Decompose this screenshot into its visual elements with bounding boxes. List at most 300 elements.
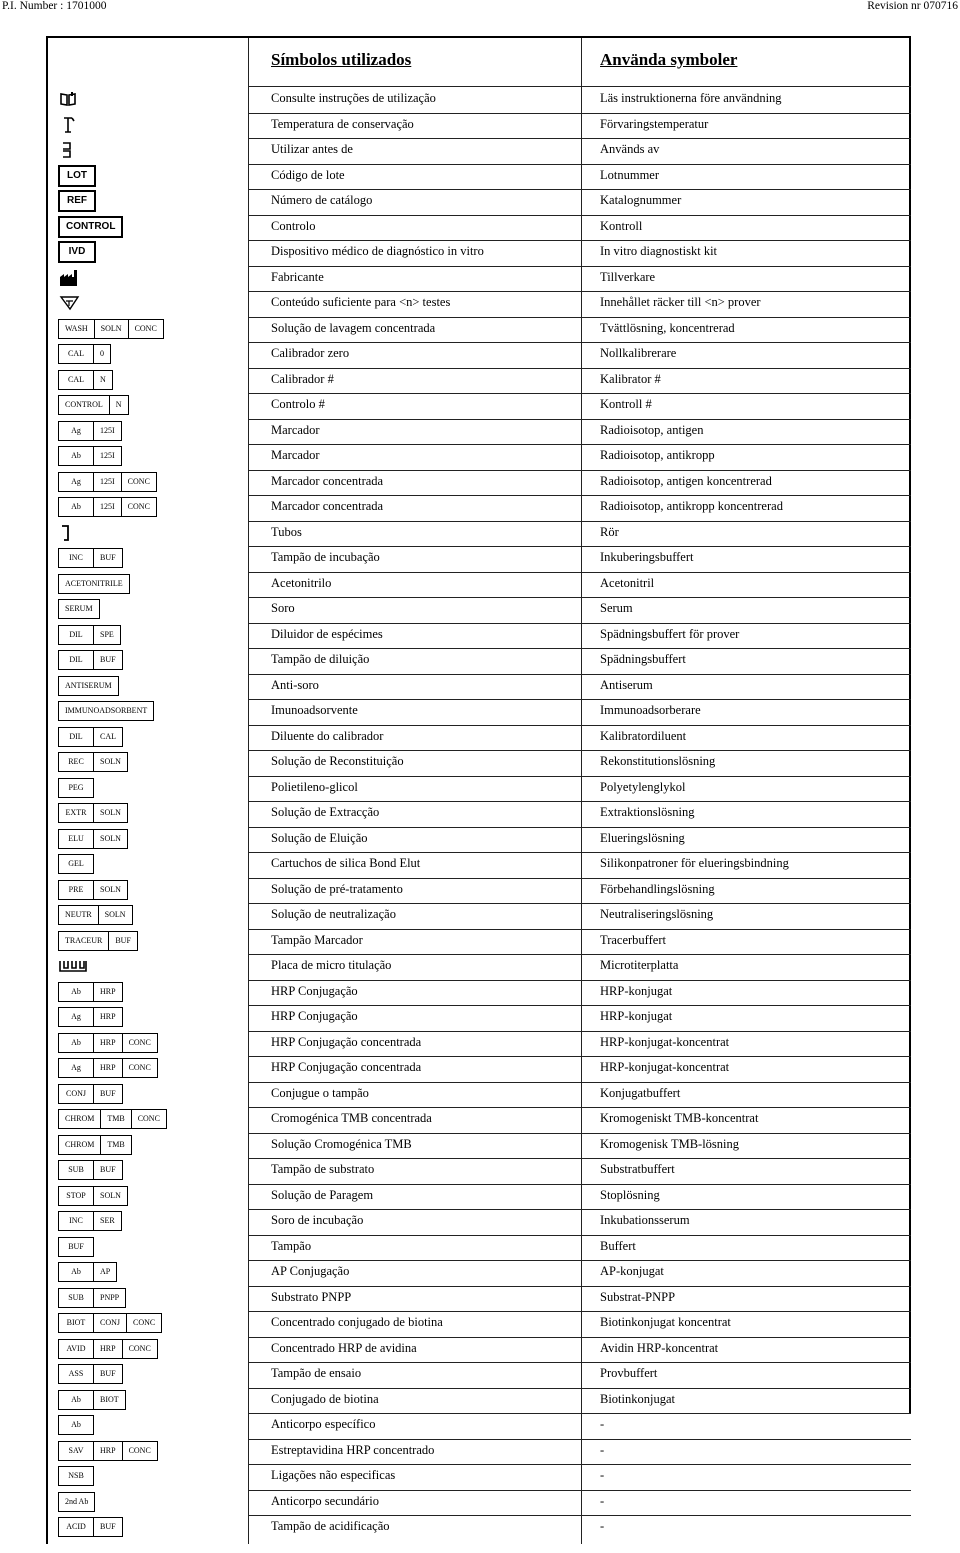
swedish-description: Radioisotop, antikropp koncentrerad bbox=[600, 499, 783, 513]
table-row bbox=[0, 240, 960, 265]
symbol-label-part: HRP bbox=[94, 1034, 123, 1052]
table-row bbox=[0, 1235, 960, 1260]
swedish-description: Tracerbuffert bbox=[600, 932, 666, 947]
symbol-label-part: CONC bbox=[134, 323, 157, 333]
symbol-label-part: 0 bbox=[100, 349, 104, 358]
symbol-label-part: CONJ bbox=[94, 1314, 127, 1332]
symbol-cell bbox=[58, 1084, 123, 1104]
symbol-label-part: 2nd Ab bbox=[65, 1496, 89, 1506]
portuguese-description: Tampão de incubação bbox=[271, 550, 380, 564]
symbol-cell bbox=[58, 242, 96, 262]
symbol-cell bbox=[58, 1517, 123, 1537]
portuguese-description: Estreptavidina HRP concentrado bbox=[271, 1442, 435, 1457]
symbol-label-box bbox=[58, 1084, 123, 1104]
symbol-cell bbox=[58, 676, 119, 696]
symbol-label-part: SUB bbox=[59, 1161, 94, 1179]
swedish-description: Inkubationsserum bbox=[600, 1213, 690, 1227]
symbol-label-part: 125I bbox=[100, 425, 115, 435]
symbol-label-box bbox=[58, 1186, 128, 1206]
portuguese-description: HRP Conjugação bbox=[271, 1009, 358, 1023]
swedish-description: Spädningsbuffert bbox=[600, 652, 686, 666]
symbol-label-part: CONTROL bbox=[66, 220, 116, 232]
symbol-label-part: ASS bbox=[59, 1365, 94, 1383]
factory-icon bbox=[58, 269, 80, 287]
symbol-label-part: HRP bbox=[100, 986, 116, 996]
symbol-label-part: Ag bbox=[59, 473, 94, 491]
table-row bbox=[0, 291, 960, 316]
symbol-label-part: CONC bbox=[127, 502, 150, 511]
symbol-label-part: BUF bbox=[68, 1241, 84, 1251]
table-row bbox=[0, 725, 960, 750]
table-row bbox=[0, 266, 960, 291]
portuguese-description: Tubos bbox=[271, 524, 302, 539]
symbol-label-part: SOLN bbox=[104, 910, 126, 919]
table-row bbox=[0, 1388, 960, 1413]
portuguese-description: Anticorpo secundário bbox=[271, 1493, 379, 1508]
symbol-label-part: TMB bbox=[101, 1110, 131, 1128]
symbol-label-part: ACETONITRILE bbox=[65, 578, 123, 588]
portuguese-description: Soro bbox=[271, 601, 295, 615]
symbol-label-box bbox=[58, 1415, 94, 1435]
table-row bbox=[0, 674, 960, 699]
swedish-description: Används av bbox=[600, 142, 660, 156]
symbol-label-part: Ab bbox=[59, 1263, 94, 1281]
symbol-label-part: N bbox=[115, 400, 122, 409]
table-row bbox=[0, 393, 960, 418]
portuguese-description: Tampão de ensaio bbox=[271, 1366, 362, 1380]
symbol-cell bbox=[58, 395, 129, 415]
symbol-label-box bbox=[58, 1517, 123, 1537]
table-row bbox=[0, 1337, 960, 1362]
portuguese-description: Diluente do calibrador bbox=[271, 728, 384, 743]
symbol-label-part: REC bbox=[59, 753, 94, 771]
symbol-label-part: TMB bbox=[107, 1139, 125, 1149]
symbol-label-part: Ab bbox=[59, 447, 94, 465]
symbol-label-box bbox=[58, 472, 157, 492]
symbol-label-part: BUF bbox=[100, 1369, 116, 1378]
table-row bbox=[0, 801, 960, 826]
portuguese-description: AP Conjugação bbox=[271, 1264, 350, 1278]
sigma-icon bbox=[58, 294, 82, 312]
symbol-cell bbox=[58, 268, 80, 288]
symbol-cell bbox=[58, 140, 78, 160]
symbol-label-box bbox=[58, 421, 122, 441]
symbol-cell bbox=[58, 956, 88, 976]
symbol-label-box bbox=[58, 829, 128, 849]
symbol-label-part: LOT bbox=[67, 169, 87, 181]
swedish-description: Provbuffert bbox=[600, 1366, 658, 1380]
symbol-label-part: WASH bbox=[59, 320, 95, 338]
swedish-description: Neutraliseringslösning bbox=[600, 907, 714, 921]
portuguese-description: Acetonitrilo bbox=[271, 575, 332, 590]
symbol-label-part: BUF bbox=[100, 553, 116, 562]
symbol-label-part: CAL bbox=[100, 731, 116, 741]
swedish-description: Innehållet räcker till <n> prover bbox=[600, 295, 761, 309]
symbol-label-box bbox=[58, 727, 123, 747]
portuguese-description: Marcador bbox=[271, 448, 320, 462]
portuguese-description: Diluidor de espécimes bbox=[271, 626, 383, 641]
symbol-cell bbox=[58, 1313, 162, 1333]
symbol-label-part: Ab bbox=[59, 1034, 94, 1052]
portuguese-description: Substrato PNPP bbox=[271, 1289, 352, 1304]
symbol-label-part: SOLN bbox=[95, 320, 129, 338]
symbol-cell bbox=[58, 370, 113, 390]
swedish-description: Radioisotop, antigen koncentrerad bbox=[600, 473, 772, 488]
symbol-label-box bbox=[58, 854, 94, 874]
table-row bbox=[0, 1005, 960, 1030]
swedish-description: In vitro diagnostiskt kit bbox=[600, 244, 718, 258]
portuguese-description: Solução Cromogénica TMB bbox=[271, 1136, 412, 1151]
symbol-label-part: BUF bbox=[100, 1522, 116, 1531]
symbol-label-part: ACID bbox=[59, 1518, 94, 1536]
symbol-label-box bbox=[58, 1033, 158, 1053]
symbol-label-part: SOLN bbox=[100, 884, 121, 894]
portuguese-description: Número de catálogo bbox=[271, 193, 373, 207]
symbol-label-box bbox=[58, 650, 123, 670]
symbol-label-part: CONC bbox=[137, 1114, 160, 1123]
table-row bbox=[0, 648, 960, 673]
table-row bbox=[0, 1133, 960, 1158]
symbol-label-part: Ab bbox=[59, 498, 94, 516]
symbol-label-part: DIL bbox=[59, 728, 94, 746]
symbol-label-box bbox=[58, 1109, 167, 1129]
swedish-description: - bbox=[600, 1493, 605, 1508]
swedish-description: Tillverkare bbox=[600, 269, 656, 284]
table-row bbox=[0, 189, 960, 214]
symbol-label-part: AP bbox=[100, 1267, 111, 1276]
symbol-label-part: DIL bbox=[59, 626, 94, 644]
table-row bbox=[0, 1515, 960, 1540]
portuguese-description: Conjugado de biotina bbox=[271, 1391, 379, 1406]
table-row bbox=[0, 1082, 960, 1107]
symbol-label-box bbox=[58, 1390, 126, 1410]
portuguese-description: Solução de Eluição bbox=[271, 830, 368, 845]
portuguese-description: Temperatura de conservação bbox=[271, 116, 414, 131]
portuguese-description: Imunoadsorvente bbox=[271, 703, 358, 717]
portuguese-description: Calibrador zero bbox=[271, 346, 350, 360]
symbol-label-box bbox=[58, 931, 138, 951]
symbol-cell bbox=[58, 319, 164, 339]
symbol-cell bbox=[58, 1237, 94, 1257]
symbol-cell bbox=[58, 701, 154, 721]
table-row bbox=[0, 419, 960, 444]
table-row bbox=[0, 1311, 960, 1336]
symbol-label-part: INC bbox=[59, 549, 94, 567]
table-row bbox=[0, 1413, 960, 1438]
symbol-label-box bbox=[58, 1288, 126, 1308]
symbol-cell bbox=[58, 599, 100, 619]
symbol-label-part: CONC bbox=[127, 476, 150, 486]
table-row bbox=[0, 521, 960, 546]
symbol-label-box bbox=[58, 548, 123, 568]
symbol-label-box bbox=[58, 1160, 123, 1180]
hourglass-icon bbox=[58, 140, 78, 160]
symbol-label-part: CONTROL bbox=[59, 396, 110, 414]
symbol-label-box bbox=[58, 497, 157, 517]
portuguese-description: Cromogénica TMB concentrada bbox=[271, 1111, 432, 1125]
swedish-description: Serum bbox=[600, 601, 633, 615]
symbol-label-box bbox=[58, 190, 96, 212]
table-row bbox=[0, 929, 960, 954]
table-row bbox=[0, 1490, 960, 1515]
symbol-label-part: INC bbox=[59, 1212, 94, 1230]
symbol-cell bbox=[58, 1339, 158, 1359]
symbol-label-box bbox=[58, 1211, 122, 1231]
symbol-label-part: CONC bbox=[128, 1445, 151, 1455]
table-row bbox=[0, 572, 960, 597]
table-row bbox=[0, 903, 960, 928]
symbol-label-part: CAL bbox=[59, 371, 94, 389]
symbol-cell bbox=[58, 293, 82, 313]
swedish-description: Avidin HRP-koncentrat bbox=[600, 1340, 719, 1355]
swedish-description: - bbox=[600, 1442, 605, 1457]
portuguese-description: Solução de pré-tratamento bbox=[271, 881, 403, 896]
symbol-label-part: SERUM bbox=[65, 604, 93, 613]
symbol-cell bbox=[58, 727, 123, 747]
table-row bbox=[0, 852, 960, 877]
symbol-label-part: ANTISERUM bbox=[65, 680, 112, 690]
symbol-label-box bbox=[58, 752, 128, 772]
table-row bbox=[0, 1362, 960, 1387]
symbol-label-part: REF bbox=[67, 195, 87, 206]
symbol-label-box bbox=[58, 370, 113, 390]
table-row bbox=[0, 1260, 960, 1285]
table-row bbox=[0, 317, 960, 342]
column-title-swedish: Använda symboler bbox=[600, 50, 738, 69]
symbol-label-box bbox=[58, 241, 96, 263]
portuguese-description: HRP Conjugação concentrada bbox=[271, 1034, 422, 1049]
symbol-label-part: SOLN bbox=[100, 1190, 121, 1200]
symbol-cell bbox=[58, 1211, 122, 1231]
symbol-cell bbox=[58, 1390, 126, 1410]
swedish-description: Konjugatbuffert bbox=[600, 1085, 681, 1100]
table-row bbox=[0, 954, 960, 979]
portuguese-description: Dispositivo médico de diagnóstico in vitro bbox=[271, 244, 484, 258]
symbol-label-box bbox=[58, 1237, 94, 1257]
symbol-label-part: SOLN bbox=[100, 808, 121, 817]
symbol-label-part: AVID bbox=[59, 1340, 94, 1358]
table-row bbox=[0, 750, 960, 775]
swedish-description: Kalibratordiluent bbox=[600, 728, 687, 743]
symbol-label-part: Ag bbox=[59, 422, 94, 440]
table-row bbox=[0, 1286, 960, 1311]
symbol-cell bbox=[58, 982, 123, 1002]
table-row bbox=[0, 215, 960, 240]
symbol-cell bbox=[58, 1109, 167, 1129]
symbol-label-box bbox=[58, 395, 129, 415]
symbol-label-box bbox=[58, 625, 121, 645]
table-row bbox=[0, 444, 960, 469]
symbol-label-part: HRP bbox=[100, 1012, 116, 1021]
symbol-cell bbox=[58, 1007, 123, 1027]
symbol-label-part: Ag bbox=[59, 1059, 94, 1077]
swedish-description: Kontroll bbox=[600, 218, 643, 233]
symbol-cell bbox=[58, 880, 128, 900]
symbol-label-part: NSB bbox=[68, 1471, 84, 1480]
swedish-description: Förbehandlingslösning bbox=[600, 881, 715, 896]
portuguese-description: HRP Conjugação concentrada bbox=[271, 1060, 422, 1074]
symbol-label-part: PRE bbox=[59, 881, 94, 899]
table-row bbox=[0, 342, 960, 367]
symbol-label-part: SOLN bbox=[100, 757, 121, 766]
symbol-label-box bbox=[58, 574, 130, 594]
microplate-icon bbox=[58, 958, 88, 974]
symbol-cell bbox=[58, 1288, 126, 1308]
portuguese-description: Solução de Extracção bbox=[271, 805, 380, 819]
symbol-label-box bbox=[58, 803, 128, 823]
symbol-cell bbox=[58, 1160, 123, 1180]
swedish-description: Extraktionslösning bbox=[600, 805, 695, 819]
portuguese-description: Concentrado HRP de avidina bbox=[271, 1340, 417, 1355]
swedish-description: Kontroll # bbox=[600, 397, 652, 411]
swedish-description: Stoplösning bbox=[600, 1187, 660, 1202]
symbol-cell bbox=[58, 89, 78, 109]
symbol-label-box bbox=[58, 1262, 117, 1282]
swedish-description: Biotinkonjugat bbox=[600, 1391, 675, 1406]
swedish-description: Buffert bbox=[600, 1238, 636, 1253]
portuguese-description: Conjugue o tampão bbox=[271, 1085, 369, 1100]
table-row bbox=[0, 827, 960, 852]
table-row bbox=[0, 699, 960, 724]
symbol-cell bbox=[58, 829, 128, 849]
symbol-cell bbox=[58, 1186, 128, 1206]
symbol-cell bbox=[58, 1415, 94, 1435]
symbol-label-box bbox=[58, 1466, 94, 1486]
portuguese-description: Polietileno-glicol bbox=[271, 779, 358, 794]
symbol-label-part: TRACEUR bbox=[59, 932, 109, 950]
symbol-label-box bbox=[58, 1492, 95, 1512]
symbol-label-part: HRP bbox=[94, 1442, 123, 1460]
swedish-description: Förvaringstemperatur bbox=[600, 116, 709, 131]
symbol-label-part: CONJ bbox=[59, 1085, 94, 1103]
symbol-label-box bbox=[58, 1364, 123, 1384]
portuguese-description: Tampão de acidificação bbox=[271, 1519, 390, 1533]
table-row bbox=[0, 368, 960, 393]
symbol-cell bbox=[58, 1058, 158, 1078]
swedish-description: Rör bbox=[600, 524, 619, 539]
portuguese-description: HRP Conjugação bbox=[271, 983, 358, 998]
portuguese-description: Ligações não especificas bbox=[271, 1468, 396, 1482]
column-title-portuguese: Símbolos utilizados bbox=[271, 50, 412, 69]
symbol-label-part: GEL bbox=[68, 859, 84, 868]
symbol-cell bbox=[58, 931, 138, 951]
symbol-label-box bbox=[58, 1135, 132, 1155]
portuguese-description: Solução de Reconstituição bbox=[271, 754, 404, 768]
pi-number: P.I. Number : 1701000 bbox=[2, 0, 107, 12]
portuguese-description: Placa de micro titulação bbox=[271, 958, 392, 972]
portuguese-description: Utilizar antes de bbox=[271, 142, 353, 156]
swedish-description: HRP-konjugat-koncentrat bbox=[600, 1034, 730, 1049]
table-row bbox=[0, 597, 960, 622]
symbol-label-box bbox=[58, 701, 154, 721]
portuguese-description: Tampão de substrato bbox=[271, 1162, 375, 1176]
table-row bbox=[0, 1464, 960, 1489]
swedish-description: Kalibrator # bbox=[600, 371, 661, 386]
symbol-label-part: Ab bbox=[71, 1420, 81, 1429]
symbol-cell bbox=[58, 1492, 95, 1512]
symbol-label-part: SPE bbox=[100, 629, 114, 639]
swedish-description: Radioisotop, antigen bbox=[600, 422, 704, 437]
symbol-cell bbox=[58, 497, 157, 517]
swedish-description: Rekonstitutionslösning bbox=[600, 754, 716, 768]
symbol-cell bbox=[58, 446, 122, 466]
symbol-cell bbox=[58, 1466, 94, 1486]
symbol-label-part: 125I bbox=[94, 498, 122, 516]
portuguese-description: Tampão de diluição bbox=[271, 652, 370, 666]
symbol-cell bbox=[58, 217, 123, 237]
table-row bbox=[0, 776, 960, 801]
table-row bbox=[0, 495, 960, 520]
portuguese-description: Conteúdo suficiente para <n> testes bbox=[271, 295, 451, 309]
symbol-cell bbox=[58, 191, 96, 211]
symbol-cell bbox=[58, 548, 123, 568]
symbol-label-box bbox=[58, 880, 128, 900]
symbol-cell bbox=[58, 778, 94, 798]
symbol-label-part: HRP bbox=[94, 1340, 123, 1358]
symbol-label-part: PEG bbox=[68, 782, 84, 792]
swedish-description: Immunoadsorberare bbox=[600, 703, 701, 717]
swedish-description: HRP-konjugat bbox=[600, 1009, 673, 1023]
symbol-label-part: SUB bbox=[59, 1289, 94, 1307]
symbol-label-part: HRP bbox=[94, 1059, 123, 1077]
table-row bbox=[0, 87, 960, 112]
symbol-label-box bbox=[58, 446, 122, 466]
symbol-label-part: IVD bbox=[68, 246, 86, 257]
swedish-description: - bbox=[600, 1468, 605, 1482]
portuguese-description: Código de lote bbox=[271, 167, 345, 182]
table-row bbox=[0, 1107, 960, 1132]
swedish-description: - bbox=[600, 1519, 605, 1533]
symbol-cell bbox=[58, 1135, 132, 1155]
table-row bbox=[0, 470, 960, 495]
swedish-description: Biotinkonjugat koncentrat bbox=[600, 1315, 731, 1329]
symbol-label-part: CONC bbox=[133, 1318, 156, 1327]
portuguese-description: Tampão bbox=[271, 1238, 312, 1253]
revision-number: Revision nr 070716 bbox=[867, 0, 958, 12]
swedish-description: Kromogeniskt TMB-koncentrat bbox=[600, 1111, 759, 1125]
symbol-cell bbox=[58, 1033, 158, 1053]
symbol-label-part: PNPP bbox=[100, 1292, 120, 1302]
symbol-cell bbox=[58, 166, 96, 186]
symbol-cell bbox=[58, 1441, 158, 1461]
portuguese-description: Anti-soro bbox=[271, 677, 319, 692]
portuguese-description: Solução de Paragem bbox=[271, 1187, 374, 1202]
symbol-cell bbox=[58, 523, 78, 543]
thermometer-icon bbox=[58, 115, 78, 135]
symbol-cell bbox=[58, 1262, 117, 1282]
symbol-label-part: BUF bbox=[100, 1088, 116, 1098]
table-row bbox=[0, 546, 960, 571]
table-row bbox=[0, 113, 960, 138]
symbol-label-part: BIOT bbox=[100, 1394, 119, 1404]
symbol-label-part: BUF bbox=[100, 655, 116, 664]
portuguese-description: Controlo bbox=[271, 218, 316, 233]
swedish-description: - bbox=[600, 1417, 605, 1431]
symbol-label-box bbox=[58, 676, 119, 696]
symbol-label-box bbox=[58, 344, 111, 364]
symbol-label-box bbox=[58, 1441, 158, 1461]
swedish-description: HRP-konjugat bbox=[600, 983, 673, 998]
swedish-description: Spädningsbuffert för prover bbox=[600, 626, 740, 641]
swedish-description: Katalognummer bbox=[600, 193, 682, 207]
portuguese-description: Anticorpo específico bbox=[271, 1417, 376, 1431]
table-row bbox=[0, 878, 960, 903]
page-header bbox=[0, 0, 960, 14]
table-row bbox=[0, 1158, 960, 1183]
swedish-description: AP-konjugat bbox=[600, 1264, 664, 1278]
portuguese-description: Fabricante bbox=[271, 269, 324, 284]
symbol-cell bbox=[58, 421, 122, 441]
